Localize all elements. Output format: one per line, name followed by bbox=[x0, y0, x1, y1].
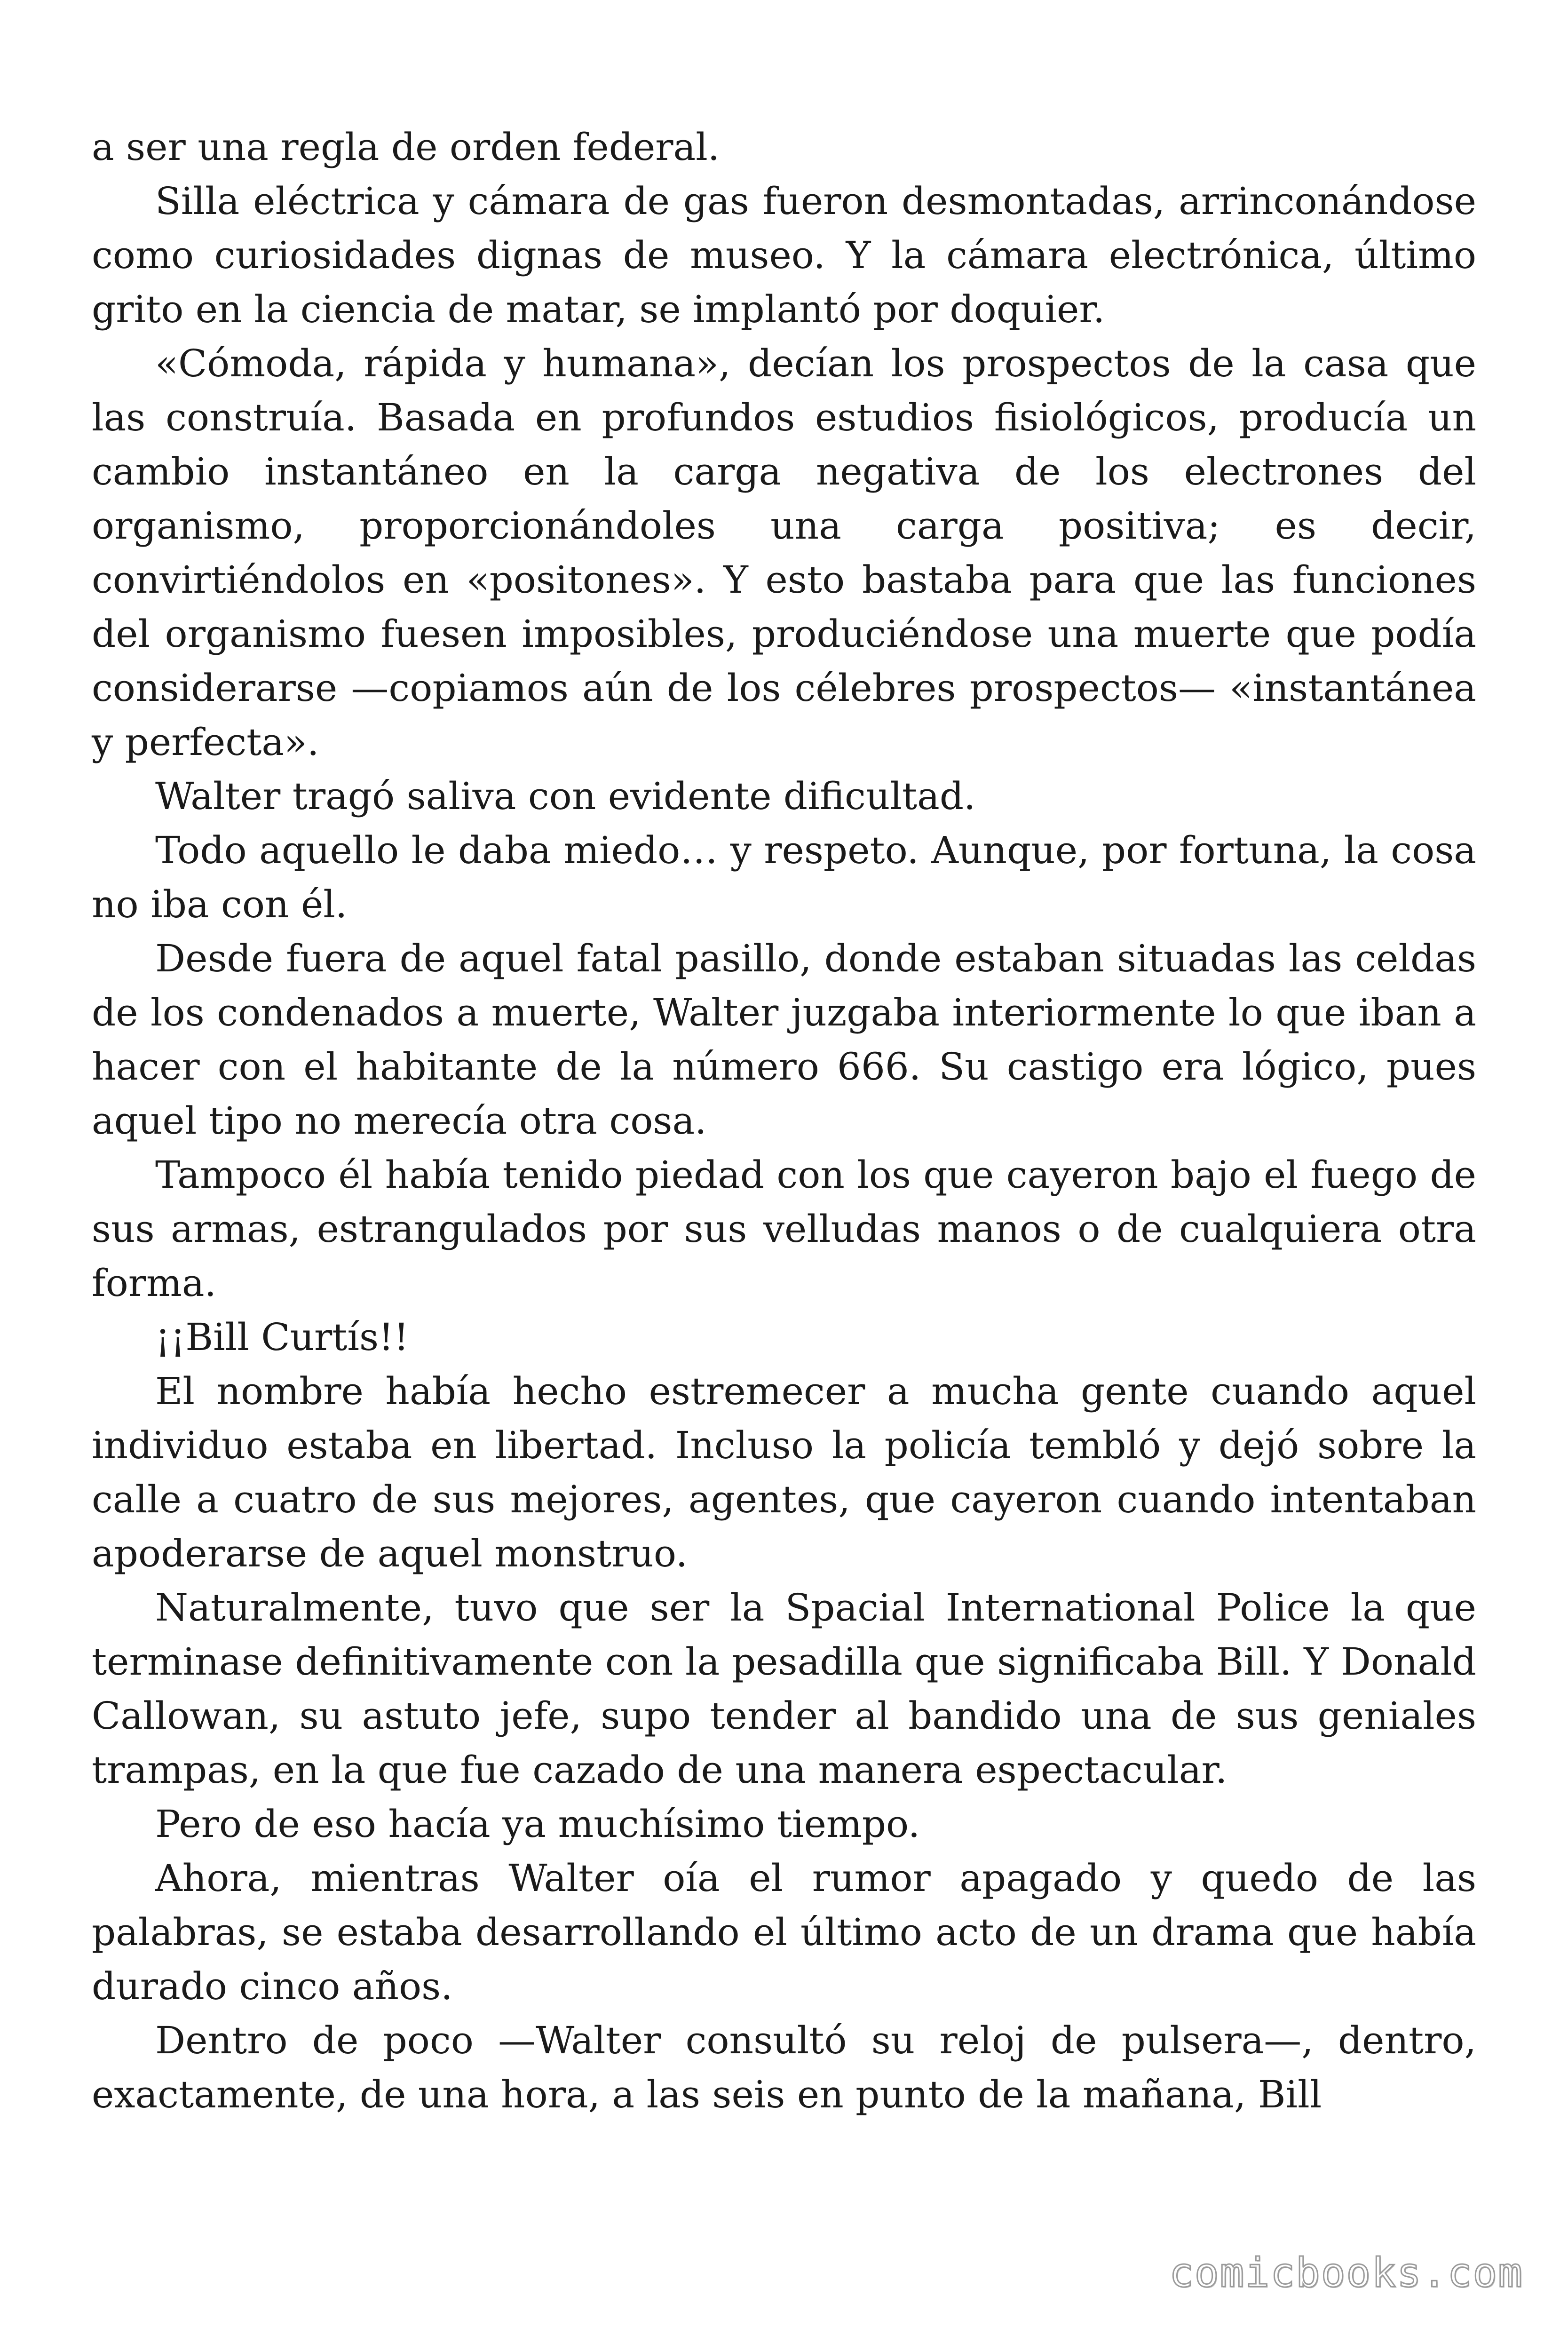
paragraph-6: Desde fuera de aquel fatal pasillo, donde estaban situadas las celdas de los condenados a muerte, Walter juzgaba interiormente lo que iban a hacer con el habitante de la número 666. Su castigo era lógico, pues aquel tipo no merecía otra cosa. bbox=[92, 937, 1476, 1143]
watermark: comicbooks.com bbox=[1169, 2249, 1523, 2296]
paragraph-2: Silla eléctrica y cámara de gas fueron desmontadas, arrinconándose como curiosidades dignas de museo. Y la cámara electrónica, último grito en la ciencia de matar, se implantó por doquier. bbox=[92, 179, 1476, 331]
paragraph-13: Dentro de poco —Walter consultó su reloj de pulsera—, dentro, exactamente, de una hora, a las seis en punto de la mañana, Bill bbox=[92, 2018, 1476, 2116]
paragraph-4: Walter tragó saliva con evidente dificultad. bbox=[155, 774, 976, 818]
paragraph-8: ¡¡Bill Curtís!! bbox=[155, 1315, 409, 1359]
paragraph-10: Naturalmente, tuvo que ser la Spacial International Police la que terminase definitivamente con la pesadilla que significaba Bill. Y Donald Callowan, su astuto jefe, supo tender al bandido una de sus geniales trampas, en la que fue cazado de una manera espectacular. bbox=[92, 1586, 1476, 1792]
paragraph-11: Pero de eso hacía ya muchísimo tiempo. bbox=[155, 1802, 920, 1846]
page-text bbox=[92, 120, 1476, 2122]
paragraph-12: Ahora, mientras Walter oía el rumor apagado y quedo de las palabras, se estaba desarrollando el último acto de un drama que había durado cinco años. bbox=[92, 1856, 1476, 2008]
paragraph-1: a ser una regla de orden federal. bbox=[92, 125, 720, 169]
paragraph-3: «Cómoda, rápida y humana», decían los prospectos de la casa que las construía. Basada en profundos estudios fisiológicos, producía un cambio instantáneo en la carga negativa de los electrones del organismo, proporcionándoles una carga positiva; es decir, convirtiéndolos en «positones». Y esto bastaba para que las funciones del organismo fuesen imposibles, produciéndose una muerte que podía considerarse —copiamos aún de los célebres prospectos— «instantánea y perfecta». bbox=[92, 342, 1476, 764]
paragraph-7: Tampoco él había tenido piedad con los que cayeron bajo el fuego de sus armas, estrangulados por sus velludas manos o de cualquiera otra forma. bbox=[92, 1153, 1476, 1305]
paragraph-5: Todo aquello le daba miedo… y respeto. Aunque, por fortuna, la cosa no iba con él. bbox=[92, 828, 1476, 926]
paragraph-9: El nombre había hecho estremecer a mucha gente cuando aquel individuo estaba en libertad. Incluso la policía tembló y dejó sobre la calle a cuatro de sus mejores, agentes, que cayeron cuando intentaban apoderarse de aquel monstruo. bbox=[92, 1369, 1476, 1575]
